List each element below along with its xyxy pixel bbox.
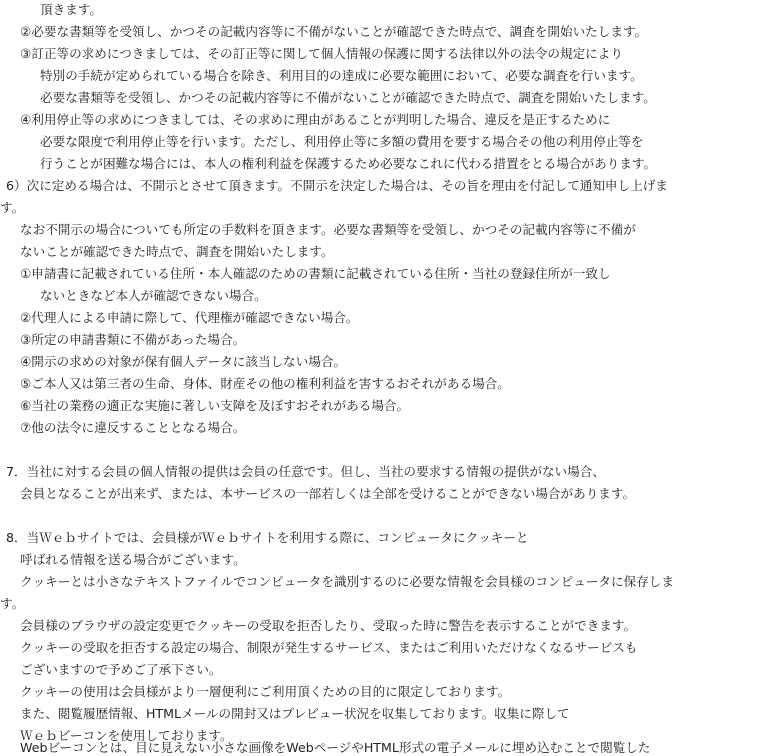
- text-line: クッキーの受取を拒否する設定の場合、制限が発生するサービス、またはご利用いただけなくなるサービスも: [20, 640, 638, 655]
- text-line: ④開示の求めの対象が保有個人データに該当しない場合。: [20, 354, 347, 369]
- text-line: クッキーの使用は会員様がより一層便利にご利用頂くための目的に限定しております。: [20, 684, 511, 699]
- text-line: ⑥当社の業務の適正な実施に著しい支障を及ぼすおそれがある場合。: [20, 398, 410, 413]
- text-line: ②代理人による申請に際して、代理権が確認できない場合。: [20, 310, 359, 325]
- text-line: クッキーとは小さなテキストファイルでコンピュータを識別するのに必要な情報を会員様のコンピュータに保存しま: [20, 574, 674, 589]
- text-line: 必要な限度で利用停止等を行います。ただし、利用停止等に多額の費用を要する場合その他の利用停止等を: [40, 134, 644, 149]
- text-line: ③所定の申請書類に不備があった場合。: [20, 332, 246, 347]
- text-line: ③訂正等の求めにつきましては、その訂正等に関して個人情報の保護に関する法律以外の法令の規定により: [20, 46, 623, 61]
- text-line: 必要な書類等を受領し、かつその記載内容等に不備がないことが確認できた時点で、調査を開始いたします。: [40, 90, 656, 105]
- text-line: 頂きます。: [40, 2, 102, 17]
- text-line: 行うことが困難な場合には、本人の権利利益を保護するため必要なこれに代わる措置をとる場合があります。: [40, 156, 657, 171]
- text-line: 特別の手続が定められている場合を除き、利用目的の達成に必要な範囲において、必要な調査を行います。: [40, 68, 643, 83]
- text-line: ②必要な書類等を受領し、かつその記載内容等に不備がないことが確認できた時点で、調査を開始いたします。: [20, 24, 648, 39]
- text-line: 会員となることが出来ず、または、本サービスの一部若しくは全部を受けることができない場合があります。: [20, 486, 636, 501]
- text-line: なお不開示の場合についても所定の手数料を頂きます。必要な書類等を受領し、かつその記載内容等に不備が: [20, 222, 636, 237]
- text-line: 会員様のブラウザの設定変更でクッキーの受取を拒否したり、受取った時に警告を表示することができます。: [20, 618, 637, 633]
- text-line: ないことが確認できた時点で、調査を開始いたします。: [20, 244, 334, 259]
- text-line: 8．当Ｗｅｂサイトでは、会員様がＷｅｂサイトを利用する際に、コンピュータにクッキーと: [6, 530, 529, 545]
- text-line: す。: [0, 596, 25, 611]
- text-line: 7．当社に対する会員の個人情報の提供は会員の任意です。但し、当社の要求する情報の提供がない場合、: [6, 464, 605, 479]
- text-line: ないときなど本人が確認できない場合。: [40, 288, 267, 303]
- text-line: また、閲覧履歴情報、HTMLメールの開封又はプレビュー状況を収集しております。収集に際して: [20, 706, 570, 721]
- text-line: ①申請書に記載されている住所・本人確認のための書類に記載されている住所・当社の登録住所が一致し: [20, 266, 611, 281]
- text-line: Webビーコンとは、目に見えない小さな画像をWebページやHTML形式の電子メールに埋め込むことで閲覧した: [20, 740, 651, 755]
- text-line: ④利用停止等の求めにつきましては、その求めに理由があることが判明した場合、違反を是正するために: [20, 112, 611, 127]
- text-line: 呼ばれる情報を送る場合がございます。: [20, 552, 246, 567]
- text-line: ⑦他の法令に違反することとなる場合。: [20, 420, 246, 435]
- text-line: 6）次に定める場合は、不開示とさせて頂きます。不開示を決定した場合は、その旨を理由を付記して通知申し上げま: [6, 178, 668, 193]
- text-line: ございますので予めご了承下さい。: [20, 662, 222, 677]
- text-line: ⑤ご本人又は第三者の生命、身体、財産その他の権利利益を害するおそれがある場合。: [20, 376, 510, 391]
- text-line: Ｗｅｂビーコンを使用しております。: [20, 728, 233, 743]
- text-line: す。: [0, 200, 25, 215]
